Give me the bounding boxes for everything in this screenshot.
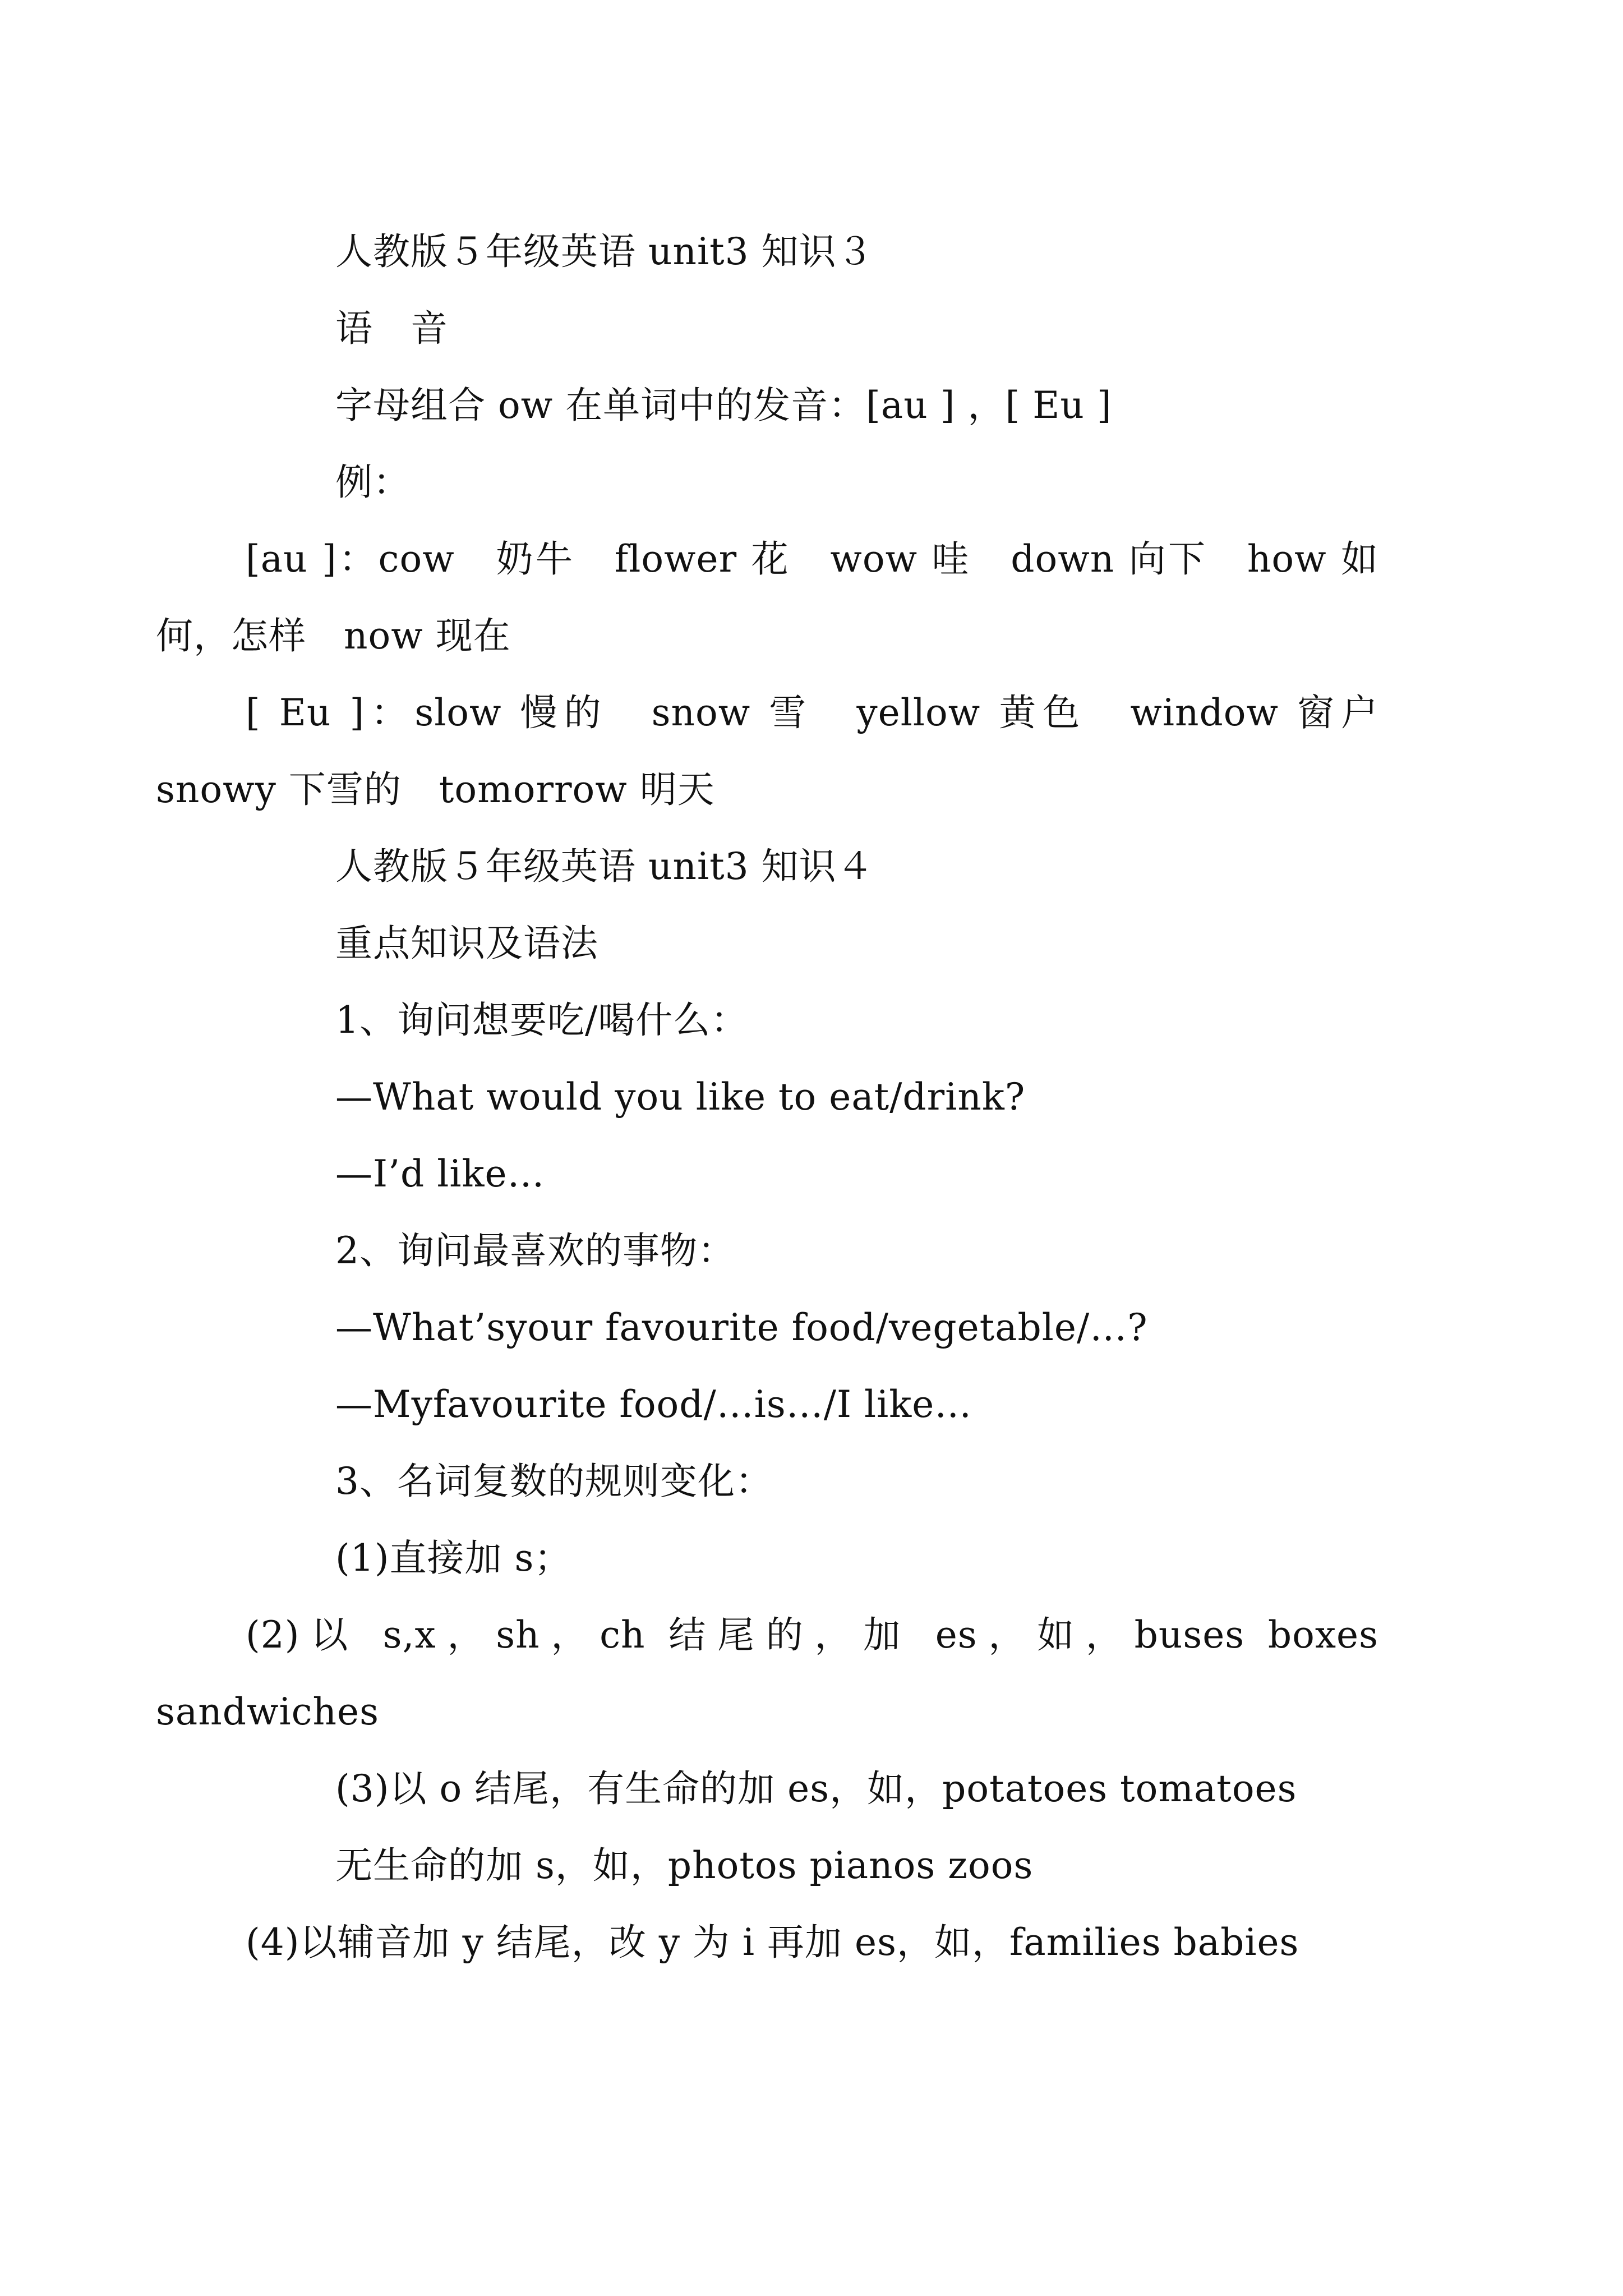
list-item-ask-eat-drink: 1、询问想要吃/喝什么： [335, 999, 749, 1042]
rule-add-es: (2)以 s,x，sh，ch 结尾的，加 es，如，buses boxes sandwiches [156, 1613, 1378, 1733]
section-title-knowledge-3: 人教版５年级英语 unit3 知识３ [335, 230, 874, 273]
section-heading-grammar: 重点知识及语法 [335, 922, 598, 965]
paragraph-ow-pronunciation: 字母组合 ow 在单词中的发音：[au ] ，[ Eu ] [335, 384, 1112, 427]
dialogue-answer-eat-drink: —I’d like… [335, 1152, 545, 1195]
section-heading-phonetics: 语 音 [335, 307, 448, 350]
dialogue-question-favourite: —What’syour favourite food/vegetable/…? [335, 1306, 1148, 1349]
dialogue-answer-favourite: —Myfavourite food/…is…/I like… [335, 1383, 972, 1426]
list-item-ask-favourite: 2、询问最喜欢的事物： [335, 1229, 735, 1272]
rule-o-ending: (3)以 o 结尾，有生命的加 es，如，potatoes tomatoes [335, 1767, 1297, 1810]
section-title-knowledge-4: 人教版５年级英语 unit3 知识４ [335, 845, 874, 888]
rule-add-s: (1)直接加 s； [335, 1536, 572, 1580]
paragraph-au-words: [au ]：cow 奶牛 flower 花 wow 哇 down 向下 how 如何，怎样 now 现在 [156, 537, 1378, 657]
document-body [156, 213, 1416, 1981]
dialogue-question-eat-drink: —What would you like to eat/drink? [335, 1075, 1026, 1119]
paragraph-example-label: 例： [335, 461, 411, 504]
paragraph-eu-words: [ Eu ]：slow 慢的 snow 雪 yellow 黄色 window 窗户 snowy 下雪的 tomorrow 明天 [156, 691, 1416, 811]
rule-y-ending: (4)以辅音加 y 结尾，改 y 为 i 再加 es，如，families babies [246, 1921, 1299, 1964]
list-item-plural-rules: 3、名词复数的规则变化： [335, 1460, 773, 1503]
rule-o-ending-nonliving: 无生命的加 s，如，photos pianos zoos [335, 1844, 1034, 1887]
